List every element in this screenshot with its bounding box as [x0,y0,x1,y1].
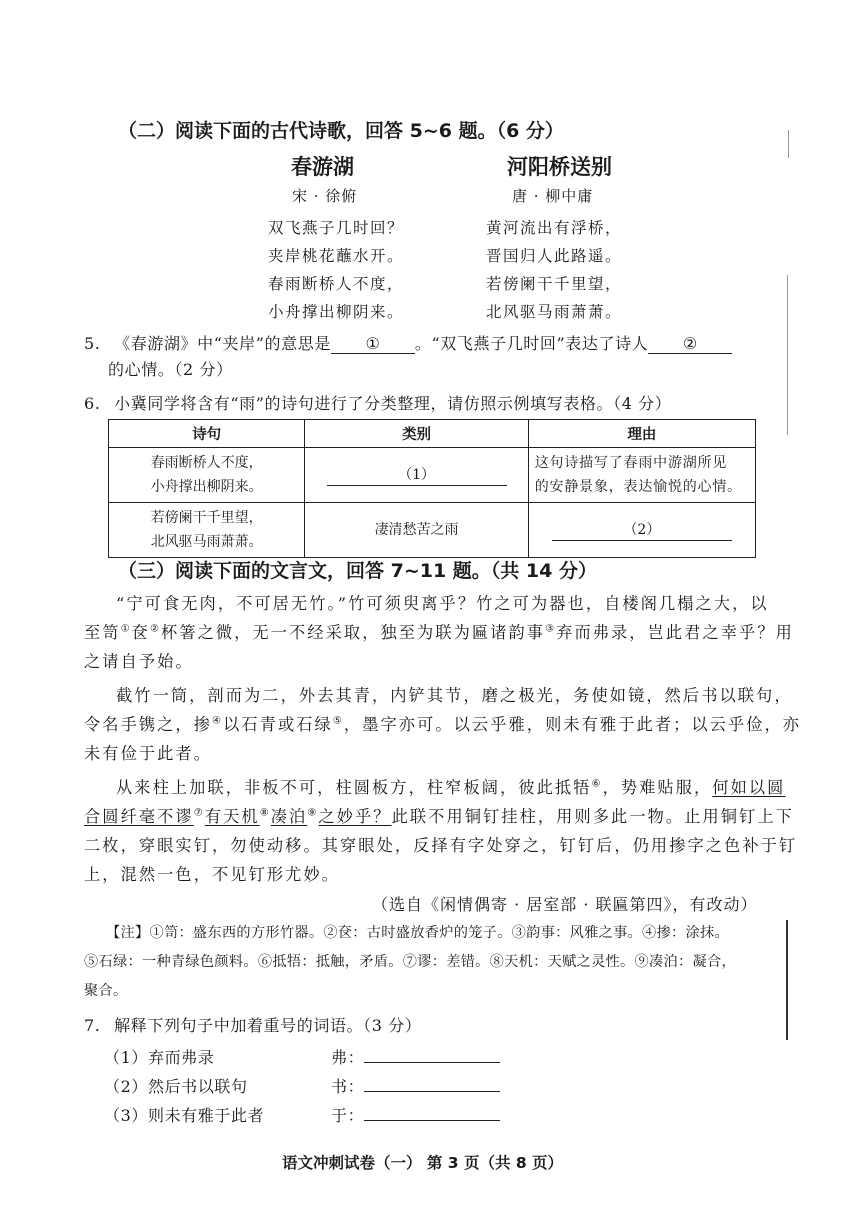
q7-item-3-label: （3）则未有雅于此者 [104,1106,265,1125]
passage-p2-line-1: 截竹一筒，剖而为二，外去其青，内铲其节，磨之极光，务使如镜，然后书以联句， [116,686,793,705]
row1-poem-line-1: 春雨断桥人不度， [150,455,263,471]
footnote-ref-9: ⑨ [307,807,319,819]
passage-source: （选自《闲情偶寄 · 居室部 · 联匾第四》，有改动） [372,895,758,914]
q7-item-2-target: 书： [331,1077,365,1096]
q7-item-2-blank[interactable] [364,1077,500,1092]
passage-p3-line-1 [116,774,785,798]
row1-poem [109,448,305,503]
p3-seg: 此联不用铜钉挂柱，用则多此一物。止用铜钉上下 [391,807,794,826]
question-5 [84,331,732,354]
q7-item-3-blank[interactable] [364,1106,500,1121]
q6-number: 6. [84,394,101,413]
row1-reason [528,448,755,503]
table-row [109,448,756,503]
question-6 [84,391,671,414]
passage-p2-line-2 [84,711,801,735]
poem1-line-3: 春雨断桥人不度， [268,275,405,293]
q7-item-1-label: （1）弃而弗录 [104,1048,215,1067]
underlined-sentence-part-4: 凑泊 [270,807,308,826]
row2-reason-blank[interactable]: （2） [552,520,732,541]
poem2-title: 河阳桥送别 [507,155,612,179]
q5-text-b: 。“双飞燕子几时回”表达了诗人 [414,334,649,353]
passage-p3-line-4: 上，混然一色，不见钉形尤妙。 [84,865,341,884]
p2-seg: 以石青或石绿 [223,715,333,734]
q7-item-2-label: （2）然后书以联句 [104,1077,248,1096]
p3-seg: ，势难贴服， [602,778,713,797]
q5-number: 5. [84,334,101,353]
p2-seg: ，墨字亦可。以云乎雅，则未有雅于此者；以云乎俭，亦 [343,715,802,734]
underlined-sentence-part-3: 有天机 [204,807,260,826]
footnote-ref-3: ③ [545,623,557,635]
q7-number: 7. [84,1016,101,1035]
q7-item-3-answer[interactable] [331,1103,500,1126]
header-category: 类别 [305,420,528,448]
poem2-line-3: 若傍阑干千里望， [486,275,623,293]
passage-p3-line-2 [84,803,794,827]
footnote-ref-8: ⑧ [259,807,271,819]
passage-p1-line-1: “宁可食无肉，不可居无竹。”竹可须臾离乎？竹之可为器也，自楼阁几榻之大，以 [116,594,769,613]
footnote-ref-7: ⑦ [193,807,205,819]
footnote-ref-6: ⑥ [591,778,603,790]
passage-p2-line-3: 未有俭于此者。 [84,744,213,763]
margin-mark [788,130,789,158]
row1-poem-line-2: 小舟撑出柳阴来。 [150,479,263,495]
q5-text-a: 《春游湖》中“夹岸”的意思是 [114,334,331,353]
q6-text: 小冀同学将含有“雨”的诗句进行了分类整理，请仿照示例填写表格。（4 分） [114,394,672,413]
q7-text: 解释下列句子中加着重号的词语。（3 分） [114,1016,422,1035]
poem2-author: 唐 · 柳中庸 [512,187,594,205]
q5-blank-1[interactable]: ① [331,334,415,354]
p1-seg: 至笥 [84,623,121,642]
section-2-title: （二）阅读下面的古代诗歌，回答 5~6 题。（6 分） [118,120,564,142]
poem1-line-4: 小舟撑出柳阴来。 [268,303,405,321]
poem2-line-4: 北风驱马雨萧萧。 [486,303,623,321]
notes-line-2: ⑤石绿：一种青绿色颜料。⑥抵牾：抵触，矛盾。⑦谬：差错。⑧天机：天赋之灵性。⑨凑泊：凝合， [84,954,736,970]
row2-reason[interactable] [528,503,755,558]
row1-reason-line-1: 这句诗描写了春雨中游湖所见 [534,455,728,471]
notes-line-3: 聚合。 [84,983,128,999]
underlined-sentence-part-2: 合圆纤毫不谬 [84,807,194,826]
underlined-sentence-part-5: 之妙乎？ [318,807,392,826]
footnote-ref-5: ⑤ [332,715,344,727]
poem1-title: 春游湖 [291,155,354,179]
row2-poem-line-1: 若傍阑干千里望， [150,510,263,526]
passage-p1-line-2 [84,619,794,643]
table-row [109,503,756,558]
row1-reason-line-2: 的安静景象，表达愉悦的心情。 [534,479,742,495]
q7-item-3-target: 于： [331,1106,365,1125]
margin-mark [786,920,788,1040]
underlined-sentence-part-1: 何如以圆 [712,778,786,797]
row2-poem-line-2: 北风驱马雨萧萧。 [150,534,263,550]
poem1-line-2: 夹岸桃花蘸水开。 [268,247,405,265]
q7-item-1-answer[interactable] [331,1045,500,1068]
poem1-author: 宋 · 徐俯 [292,187,358,205]
row1-category[interactable] [305,448,528,503]
p1-seg: 弃而弗录，岂此君之幸乎？用 [556,623,794,642]
passage-p3-line-3: 二枚，穿眼实钉，勿使动移。其穿眼处，反择有字处穿之，钉钉后，仍用掺字之色补于钉 [84,836,798,855]
page-footer: 语文冲刺试卷（一） 第 3 页（共 8 页） [282,1154,564,1172]
classification-table [108,419,756,558]
p2-seg: 令名手镌之，掺 [84,715,213,734]
q7-item-2-answer[interactable] [331,1074,500,1097]
p1-seg: 奁 [131,623,150,642]
p1-seg: 杯箸之微，无一不经采取，独至为联为匾诸韵事 [161,623,546,642]
header-reason: 理由 [528,420,755,448]
section-3-title: （三）阅读下面的文言文，回答 7~11 题。（共 14 分） [118,560,597,582]
footnote-ref-4: ④ [212,715,224,727]
q5-blank-2[interactable]: ② [648,334,732,354]
poem2-line-1: 黄河流出有浮桥， [486,219,623,237]
poem2-line-2: 晋国归人此路遥。 [486,247,623,265]
row1-category-blank[interactable]: （1） [327,465,507,486]
footnote-ref-2: ② [149,623,162,635]
margin-mark [787,275,788,435]
header-poem: 诗句 [109,420,305,448]
q5-text-c: 的心情。（2 分） [108,360,233,379]
passage-p1-line-3: 之请自予始。 [84,652,194,671]
question-7 [84,1013,421,1036]
table-header-row [109,420,756,448]
footnote-ref-1: ① [120,623,132,635]
row2-poem [109,503,305,558]
row2-category: 凄清愁苦之雨 [305,503,528,558]
notes-line-1: 【注】①笥：盛东西的方形竹器。②奁：古时盛放香炉的笼子。③韵事：风雅之事。④掺：涂抹。 [106,925,729,941]
q7-item-1-blank[interactable] [364,1048,500,1063]
p3-seg: 从来柱上加联，非板不可，柱圆板方，柱窄板阔，彼此抵牾 [116,778,592,797]
q7-item-1-target: 弗： [331,1048,365,1067]
poem1-line-1: 双飞燕子几时回？ [268,219,405,237]
